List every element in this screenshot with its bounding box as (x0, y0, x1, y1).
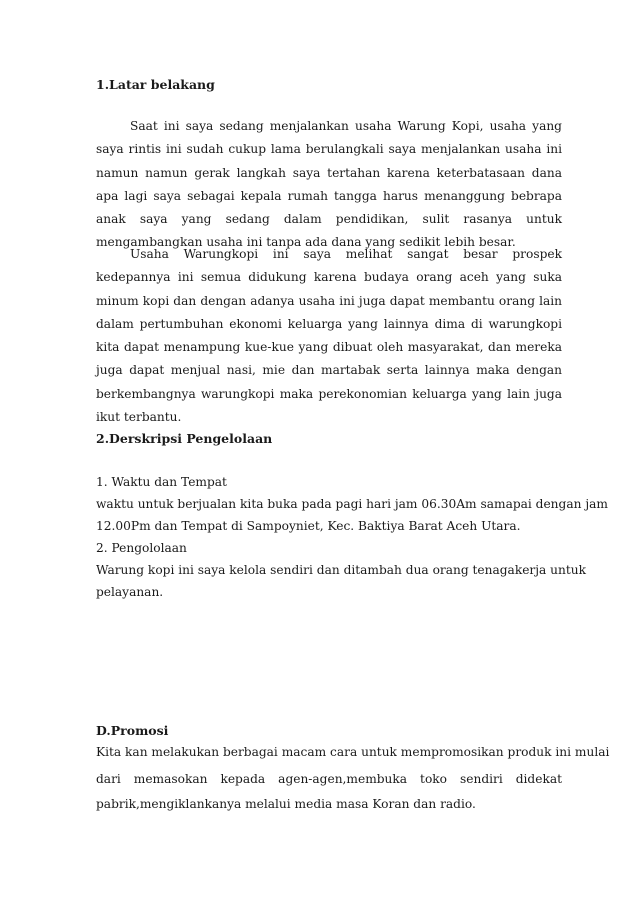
word: sendiri (460, 772, 503, 786)
text-pengelolaan-line2: pelayanan. (96, 585, 164, 599)
text-promosi-line1: Kita kan melakukan berbagai macam cara untuk mempromosikan produk ini mulai (96, 745, 610, 759)
word: didekat (515, 772, 562, 786)
paragraph-latar-belakang-2: Usaha Warungkopi ini saya melihat sangat besar prospek kedepannya ini semua didukung karena budaya orang aceh yang suka minum kopi dan dengan adanya usaha ini juga dapat membantu orang lain dalam pertumbuhan ekonomi keluarga yang lainnya dima di warungkopi kita dapat menampung kue-kue yang dibuat oleh masyarakat, dan mereka juga dapat menjual nasi, mie dan martabak serta lainnya maka dengan berkembangnya warungkopi maka perekonomian keluarga yang lain juga ikut terbantu. (96, 247, 562, 425)
text-waktu-line2: 12.00Pm dan Tempat di Sampoyniet, Kec. Baktiya Barat Aceh Utara. (96, 519, 521, 533)
text-pengelolaan-line1: Warung kopi ini saya kelola sendiri dan ditambah dua orang tenagakerja untuk (96, 563, 586, 577)
text-promosi-line3: pabrik,mengiklankanya melalui media masa Koran dan radio. (96, 797, 476, 811)
word: memasokan (133, 772, 208, 786)
heading-latar-belakang: 1.Latar belakang (96, 77, 215, 92)
word: kepada (220, 772, 266, 786)
paragraph-latar-belakang-1: Saat ini saya sedang menjalankan usaha Warung Kopi, usaha yang saya rintis ini sudah cukup lama berulangkali saya menjalankan usaha ini namun namun gerak langkah saya tertahan karena keterbatasaan dana apa lagi saya sebagai kepala rumah tangga harus menanggung bebrapa anak saya yang sedang dalam pendidikan, sulit rasanya untuk mengambangkan usaha ini tanpa ada dana yang sedikit lebih besar. (96, 119, 562, 250)
word: toko (420, 772, 448, 786)
subheading-pengelolaan: 2. Pengololaan (96, 541, 187, 555)
text-waktu-line1: waktu untuk berjualan kita buka pada pagi hari jam 06.30Am samapai dengan jam (96, 497, 608, 511)
word: agen-agen,membuka (278, 772, 408, 786)
word: dari (96, 772, 121, 786)
heading-promosi: D.Promosi (96, 723, 169, 738)
heading-deskripsi-pengelolaan: 2.Derskripsi Pengelolaan (96, 431, 273, 446)
text-promosi-line2 (96, 771, 562, 787)
subheading-waktu-tempat: 1. Waktu dan Tempat (96, 475, 227, 489)
